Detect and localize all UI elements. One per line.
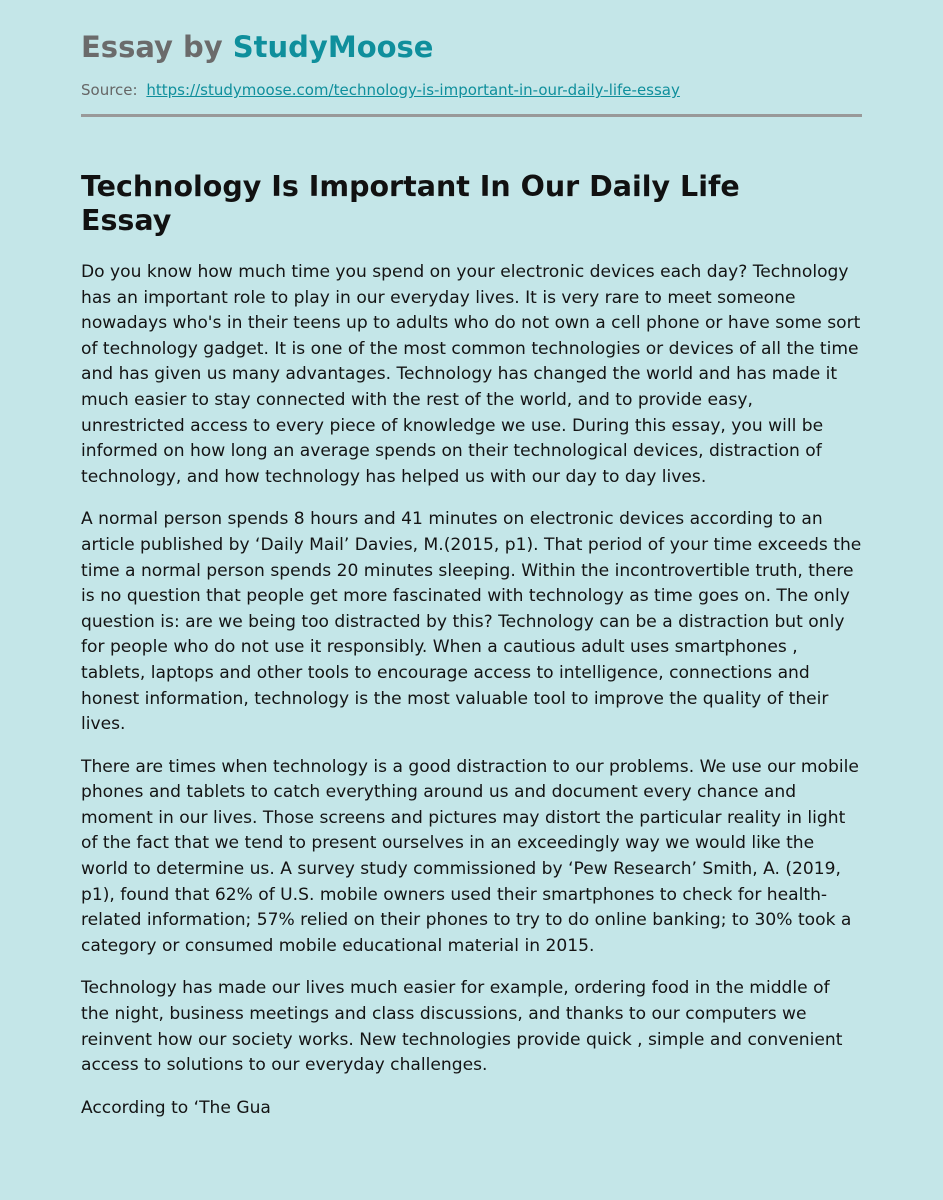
brand-prefix: Essay by xyxy=(81,30,233,64)
essay-paragraph: Technology has made our lives much easier for example, ordering food in the middle of the night, business meetings and class discussions, and thanks to our computers we reinvent how our society works. New technologies provide quick , simple and convenient access to solutions to our everyday challenges. xyxy=(81,978,843,1076)
brand-name[interactable]: StudyMoose xyxy=(232,30,434,64)
essay-paragraph: Do you know how much time you spend on your electronic devices each day? Technology has an important role to play in our everyday lives. It is very rare to meet someone nowadays who's in their teens up to adults who do not own a cell phone or have some sort of technology gadget. It is one of the most common technologies or devices of all the time and has given us many advantages. Technology has changed the world and has made it much easier to stay connected with the rest of the world, and to provide easy, unrestricted access to every piece of knowledge we use. During this essay, you will be informed on how long an average spends on their technological devices, distraction of technology, and how technology has helped us with our day to day lives. xyxy=(81,262,861,487)
source-line xyxy=(81,80,862,100)
source-link[interactable]: https://studymoose.com/technology-is-important-in-our-daily-life-essay xyxy=(146,81,680,99)
essay-paragraph: A normal person spends 8 hours and 41 minutes on electronic devices according to an article published by ‘Daily Mail’ Davies, M.(2015, p1). That period of your time exceeds the time a normal person spends 20 minutes sleeping. Within the incontrovertible truth, there is no question that people get more fascinated with technology as time goes on. The only question is: are we being too distracted by this? Technology can be a distraction but only for people who do not use it responsibly. When a cautious adult uses smartphones , tablets, laptops and other tools to encourage access to intelligence, connections and honest information, technology is the most valuable tool to improve the quality of their lives. xyxy=(81,509,862,735)
essay-body xyxy=(81,260,862,1121)
essay-paragraph: There are times when technology is a good distraction to our problems. We use our mobile phones and tablets to catch everything around us and document every chance and moment in our lives. Those screens and pictures may distort the particular reality in light of the fact that we tend to present ourselves in an exceedingly way we would like the world to determine us. A survey study commissioned by ‘Pew Research’ Smith, A. (2019, p1), found that 62% of U.S. mobile owners used their smartphones to check for health-related information; 57% relied on their phones to try to do online banking; to 30% took a category or consumed mobile educational material in 2015. xyxy=(81,756,859,956)
essay-paragraph: According to ‘The Gua xyxy=(81,1097,271,1118)
source-label: Source: xyxy=(81,81,138,99)
site-brand xyxy=(81,29,862,65)
header-divider xyxy=(81,114,862,117)
essay-title: Technology Is Important In Our Daily Life Essay xyxy=(81,170,740,237)
